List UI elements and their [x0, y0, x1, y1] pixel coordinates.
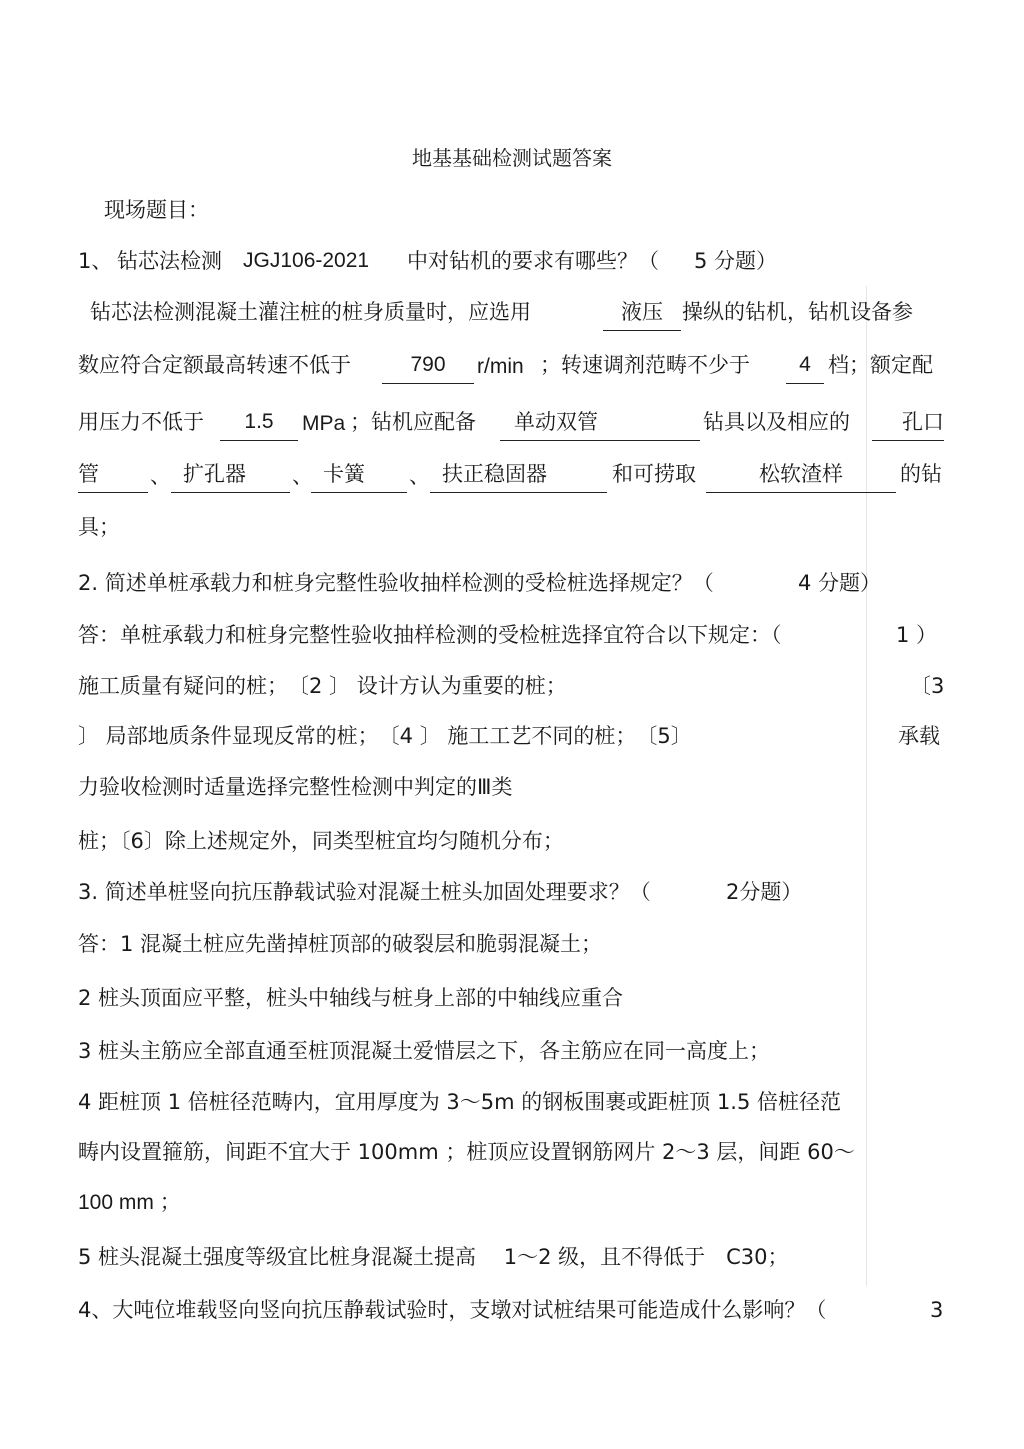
- a2-line2-tail: 〔3: [910, 674, 945, 698]
- scan-line-artifact: [866, 286, 867, 1286]
- a1-line4-post: 的钻: [900, 462, 942, 486]
- q1-score: 5 分题）: [694, 249, 778, 273]
- q1-pre: 钻芯法检测: [117, 249, 222, 273]
- q1-mid: 中对钻机的要求有哪些？（: [407, 249, 659, 273]
- blank-orifice: 孔口: [872, 408, 944, 441]
- a2-line1: 答：单桩承载力和桩身完整性验收抽样检测的受检桩选择宜符合以下规定：（: [78, 623, 782, 647]
- blank-pipe: 管: [78, 460, 148, 493]
- unit-mpa: MPa: [302, 412, 346, 435]
- blank-pressure: 1.5: [220, 408, 298, 441]
- q1-number: 1、: [78, 249, 113, 273]
- blank-gears: 4: [786, 351, 824, 384]
- a1-line3-mid2: 钻具以及相应的: [703, 410, 850, 434]
- a1-line3-mid: ；钻机应配备: [350, 410, 476, 434]
- a1-line2-pre: 数应符合定额最高转速不低于: [78, 353, 351, 377]
- sep-1: 、: [150, 464, 171, 488]
- q3-score: 2分题）: [726, 880, 803, 904]
- a3-line1: 答：1 混凝土桩应先凿掉桩顶部的破裂层和脆弱混凝土；: [78, 932, 603, 956]
- a1-line2-mid: ；转速调剂范畴不少于: [540, 353, 750, 377]
- a3-line4: 4 距桩顶 1 倍桩径范畴内，宜用厚度为 3～5m 的钢板围裹或距桩顶 1.5 倍桩径范: [78, 1090, 842, 1114]
- a3-line3: 3 桩头主筋应全部直通至桩顶混凝土爱惜层之下，各主筋应在同一高度上；: [78, 1039, 771, 1063]
- q3-text: 3. 简述单桩竖向抗压静载试验对混凝土桩头加固处理要求？（: [78, 880, 651, 904]
- a2-line3-tail: 承载: [898, 724, 940, 748]
- a3-line2: 2 桩头顶面应平整，桩头中轴线与桩身上部的中轴线应重合: [78, 986, 624, 1010]
- a2-line5: 桩；〔6〕除上述规定外，同类型桩宜均匀随机分布；: [78, 829, 564, 853]
- a3-line6: 100 mm ；: [78, 1191, 181, 1214]
- sep-2: 、: [292, 464, 313, 488]
- section-heading: 现场题目：: [104, 198, 209, 222]
- q1-std: JGJ106-2021: [243, 249, 370, 272]
- sep-3: 、: [409, 464, 430, 488]
- a3-line5: 畴内设置箍筋，间距不宜大于 100mm ；桩顶应设置钢筋网片 2～3 层，间距 60～: [78, 1140, 855, 1164]
- a2-line4: 力验收检测时适量选择完整性检测中判定的Ⅲ类: [78, 775, 513, 799]
- a1-line4-mid: 和可捞取: [612, 462, 696, 486]
- blank-sample: 松软渣样: [706, 460, 896, 493]
- blank-reamer: 扩孔器: [171, 460, 290, 493]
- a2-line1-num: 1 ）: [896, 623, 938, 647]
- a3-line7: 5 桩头混凝土强度等级宜比桩身混凝土提高 1～2 级，且不得低于 C30；: [78, 1245, 789, 1269]
- a1-line3-pre: 用压力不低于: [78, 410, 204, 434]
- a1-line1-pre: 钻芯法检测混凝土灌注桩的桩身质量时，应选用: [90, 300, 531, 324]
- page-title: 地基基础检测试题答案: [412, 146, 612, 170]
- blank-spring: 卡簧: [311, 460, 407, 493]
- q4-tail: 3: [930, 1298, 944, 1322]
- blank-speed: 790: [382, 351, 474, 384]
- unit-rpm: r/min: [477, 355, 524, 378]
- blank-stabilizer: 扶正稳固器: [430, 460, 607, 493]
- q2-score: 4 分题）: [798, 571, 882, 595]
- blank-hydraulic: 液压: [603, 298, 681, 331]
- a1-line1-post: 操纵的钻机，钻机设备参: [682, 300, 913, 324]
- q4-text: 4、大吨位堆载竖向竖向抗压静载试验时，支墩对试桩结果可能造成什么影响？（: [78, 1298, 827, 1322]
- a2-line2: 施工质量有疑问的桩； 〔2 〕 设计方认为重要的桩；: [78, 674, 567, 698]
- a2-line3: 〕 局部地质条件显现反常的桩； 〔4 〕 施工工艺不同的桩； 〔5〕: [78, 724, 692, 748]
- a1-line5: 具；: [78, 515, 120, 539]
- blank-tube: 单动双管: [500, 408, 700, 441]
- q2-text: 2. 简述单桩承载力和桩身完整性验收抽样检测的受检桩选择规定？（: [78, 571, 714, 595]
- a1-line2-post: 档；额定配: [828, 353, 933, 377]
